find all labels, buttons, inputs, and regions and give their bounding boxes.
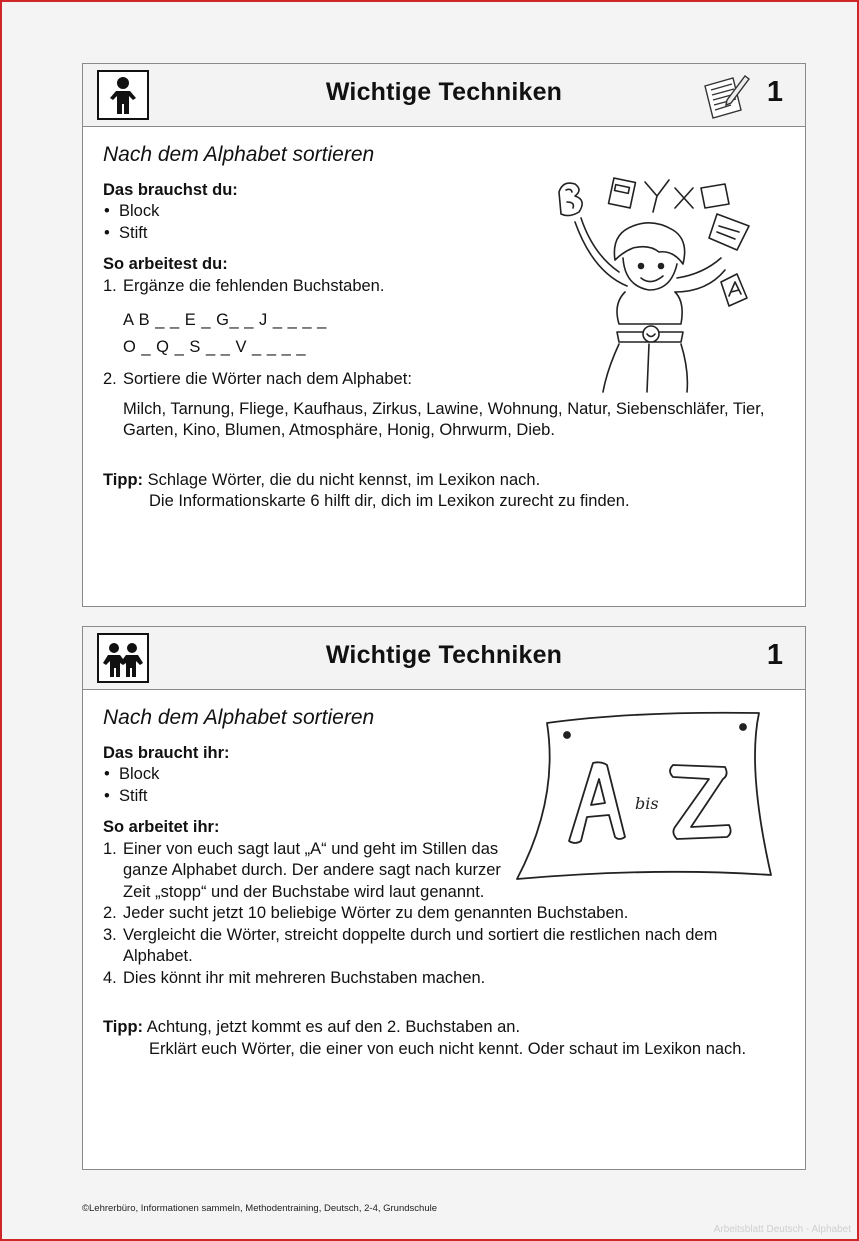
- steps-list: [103, 369, 783, 391]
- worksheet-pencil-icon: [701, 70, 751, 125]
- tip-line: Schlage Wörter, die du nicht kennst, im Lexikon nach.: [147, 470, 541, 489]
- card-number: 1: [766, 639, 783, 671]
- needs-item-block: • Block: [103, 201, 783, 223]
- letter-rows: [103, 307, 783, 361]
- step-item: [103, 903, 783, 925]
- task-card-single: [82, 63, 806, 607]
- steps-list: [103, 839, 783, 990]
- card-title: Wichtige Techniken: [325, 641, 563, 669]
- needs-heading: Das braucht ihr:: [103, 743, 230, 762]
- card-header: [83, 627, 805, 690]
- work-heading: So arbeitest du:: [103, 255, 228, 273]
- watermark: Arbeitsblatt Deutsch - Alphabet: [713, 1224, 851, 1235]
- step-text: Dies könnt ihr mit mehreren Buchstaben machen.: [123, 968, 486, 987]
- step-item: [103, 968, 783, 990]
- tip-label: Tipp:: [103, 1018, 144, 1036]
- work-heading: So arbeitet ihr:: [103, 818, 220, 836]
- step-text: Vergleicht die Wörter, streicht doppelte durch und sortiert die restlichen nach dem Alphabet.: [123, 925, 718, 965]
- tip-block: [103, 1017, 783, 1060]
- card-subtitle: Nach dem Alphabet sortieren: [103, 143, 375, 166]
- step-number: 1.: [103, 839, 117, 858]
- tip-block: [103, 470, 783, 513]
- step-text: Einer von euch sagt laut „A“ und geht im Stillen das ganze Alphabet durch. Der andere sagt nach kurzer Zeit „stopp“ und der Buchstabe wird laut genannt.: [123, 839, 501, 901]
- step-number: 4.: [103, 968, 117, 987]
- letter-row: A B _ _ E _ G_ _ J _ _ _ _: [123, 311, 327, 329]
- step-item: [103, 276, 783, 298]
- step-item: [103, 839, 503, 904]
- needs-heading: Das brauchst du:: [103, 180, 238, 199]
- poster-bis-text: bis: [635, 794, 659, 813]
- needs-list: [103, 201, 783, 244]
- step-text: Jeder sucht jetzt 10 beliebige Wörter zu dem genannten Buchstaben.: [123, 904, 629, 922]
- card-content: [103, 144, 783, 513]
- card-number: 1: [766, 76, 783, 108]
- card-header: [83, 64, 805, 127]
- task-card-pair: [82, 626, 806, 1170]
- step-text: Sortiere die Wörter nach dem Alphabet:: [123, 370, 412, 388]
- card-subtitle: Nach dem Alphabet sortieren: [103, 706, 375, 729]
- step-number: 2.: [103, 370, 117, 388]
- needs-item-stift: • Stift: [103, 223, 783, 245]
- steps-list: [103, 276, 783, 298]
- tip-line: Die Informationskarte 6 hilft dir, dich im Lexikon zurecht zu finden.: [149, 492, 630, 510]
- needs-item-block: • Block: [103, 764, 783, 786]
- card-content: [103, 707, 783, 1060]
- tip-label: Tipp:: [103, 470, 144, 489]
- step-number: 3.: [103, 925, 117, 944]
- needs-item-stift: • Stift: [103, 786, 783, 808]
- copyright-footer: ©Lehrerbüro, Informationen sammeln, Methodentraining, Deutsch, 2-4, Grundschule: [82, 1203, 437, 1214]
- step-item: [103, 925, 783, 968]
- step-text: Ergänze die fehlenden Buchstaben.: [123, 276, 385, 295]
- card-title: Wichtige Techniken: [325, 78, 563, 106]
- needs-list: [103, 764, 783, 807]
- tip-line: Erklärt euch Wörter, die einer von euch nicht kennt. Oder schaut im Lexikon nach.: [149, 1039, 747, 1058]
- step-item: [103, 369, 783, 391]
- word-list: Milch, Tarnung, Fliege, Kaufhaus, Zirkus, Lawine, Wohnung, Natur, Siebenschläfer, Tier, Garten, Kino, Blumen, Atmosphäre, Honig, Ohrwurm, Dieb.: [123, 399, 765, 439]
- step-number: 1.: [103, 276, 117, 295]
- letter-row: O _ Q _ S _ _ V _ _ _ _: [123, 338, 307, 356]
- step-number: 2.: [103, 904, 117, 922]
- tip-line: Achtung, jetzt kommt es auf den 2. Buchstaben an.: [146, 1018, 521, 1036]
